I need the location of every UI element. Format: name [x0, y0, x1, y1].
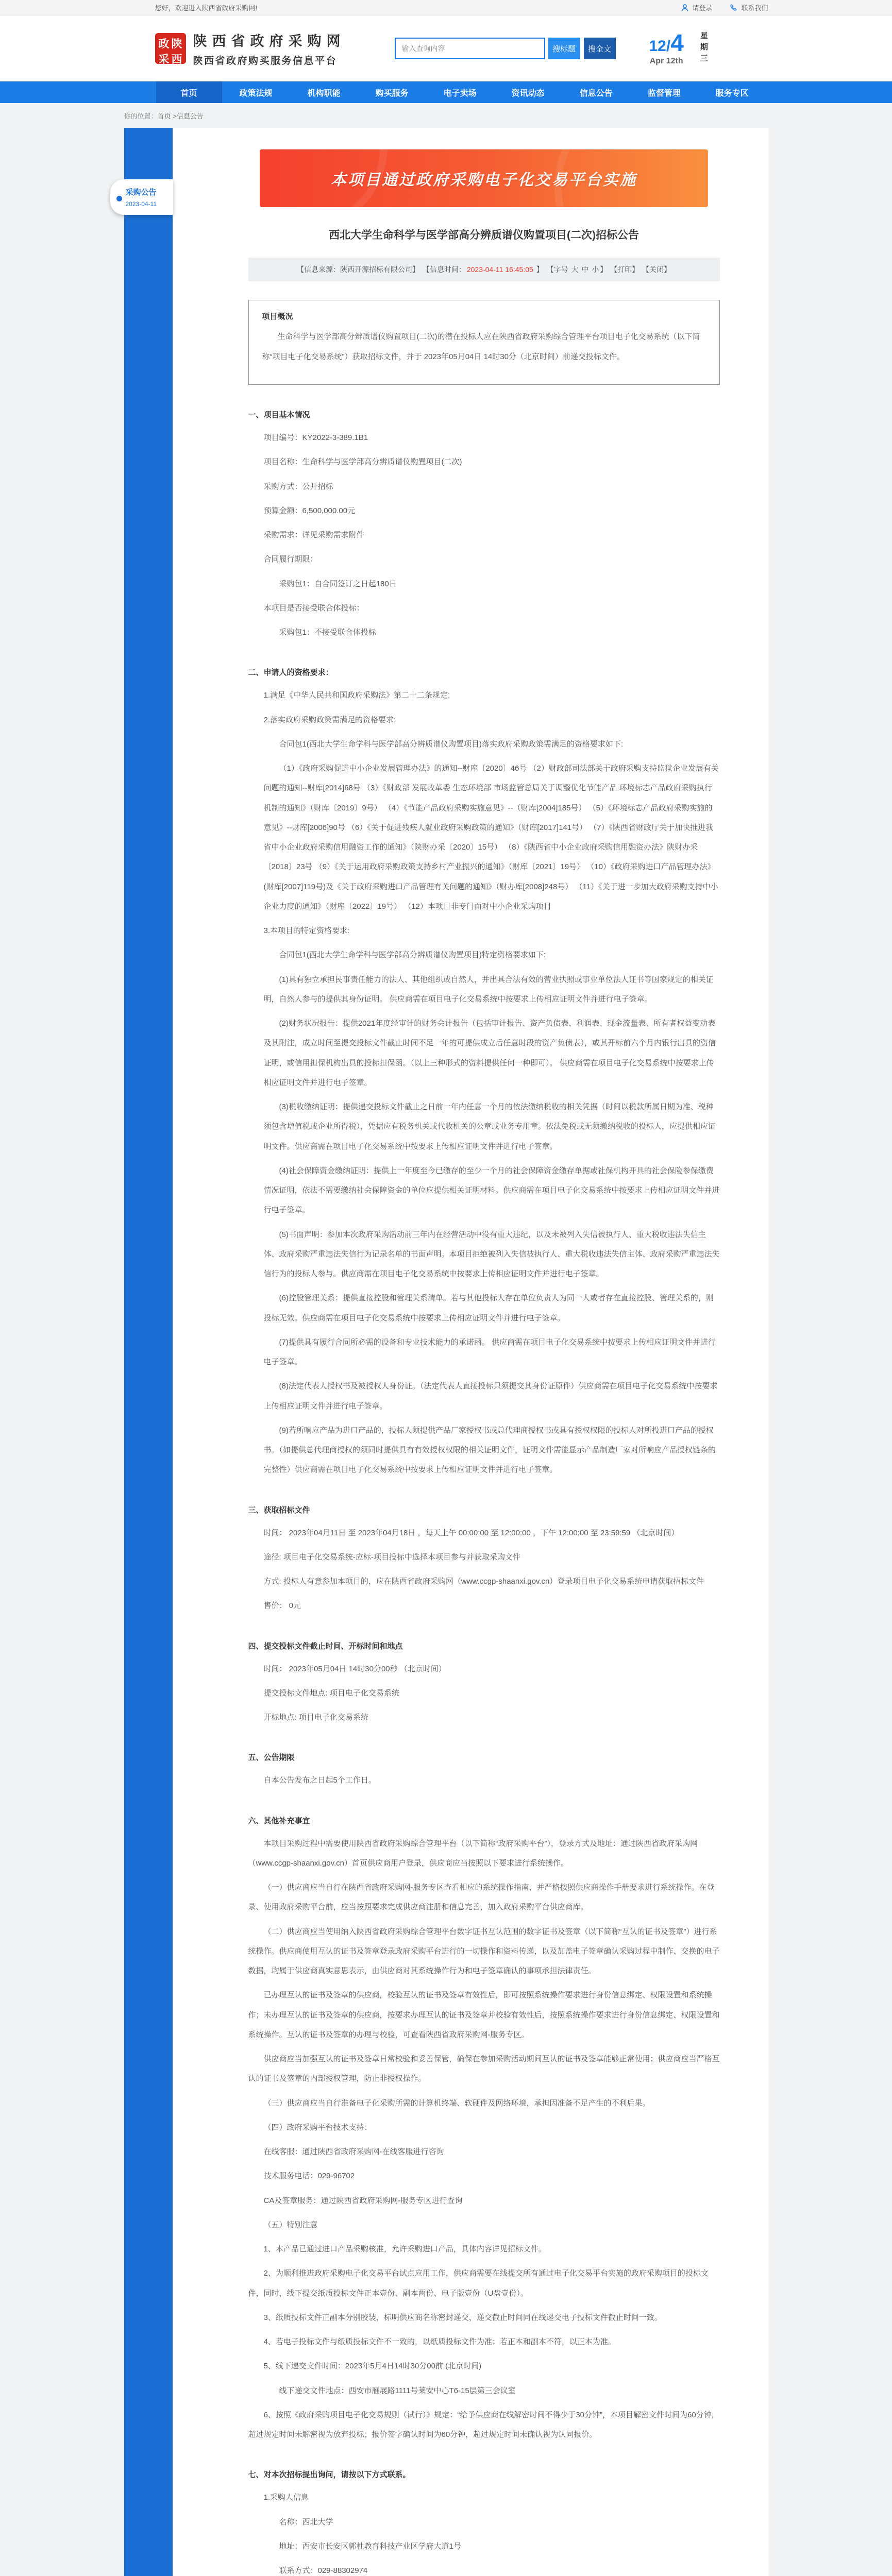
doc-paragraph: 地址：西安市长安区郭杜教育科技产业区学府大道1号: [279, 2541, 461, 2551]
site-logo[interactable]: [155, 30, 346, 67]
breadcrumb-home-link[interactable]: 首页: [157, 112, 171, 120]
document-body: [248, 406, 720, 2576]
doc-paragraph: CA及签章服务：通过陕西省政府采购网-服务专区进行查询: [263, 2196, 463, 2205]
doc-paragraph: 5、线下递交文件时间：2023年5月4日14时30分00前 (北京时间): [263, 2362, 482, 2371]
doc-paragraph: 2、为顺利推进政府采购电子化交易平台试点应用工作，供应商需要在线提交所有通过电子化交易平台实施的政府采购项目的投标文件，同时，线下提交纸质投标文件正本壹份、副本两份、电子版壹份（U盘壹份）。: [248, 2269, 709, 2298]
doc-paragraph: 预算金额：6,500,000.00元: [263, 506, 356, 515]
date-widget: [649, 31, 731, 66]
nav-item-1[interactable]: 政策法规: [239, 89, 273, 98]
search-input[interactable]: [395, 38, 545, 59]
sidebar-tab-date: 2023-04-11: [125, 200, 157, 208]
search-title-button[interactable]: 搜标题: [548, 38, 580, 59]
close-button[interactable]: 【关闭】: [642, 265, 671, 274]
doc-paragraph: 采购方式：公开招标: [263, 482, 333, 491]
doc-paragraph: 供应商应当加强互认的证书及签章日常校验和妥善保管，确保在参加采购活动期间互认的证书及签章能够正常使用；供应商应当严格互认的证书及签章的内部授权管理，防止非授权操作。: [248, 2055, 720, 2083]
doc-paragraph: （三）供应商应当自行准备电子化采购所需的计算机终端、软硬件及网络环境，承担因准备不足产生的不利后果。: [263, 2098, 650, 2108]
doc-paragraph: （1）《政府采购促进中小企业发展管理办法》的通知--财库〔2020〕46号 （2）财政部司法部关于政府采购支持监狱企业发展有关问题的通知--财库[2014]68号 （3）《财政部 发展改革委 生态环境部 市场监管总局关于调整优化节能产品 环境标志产品政府采购执行机制的通知》（财库〔2019〕9号） （4）《节能产品政府采购实施意见》--（财库[2004]185号） （5）《环境标志产品政府采购实施的意见》--财库[2006]90号 （6）《关于促进残疾人就业政府采购政策的通知》（财库[2017]141号） （7）《陕西省财政厅关于加快推进我省中小企业政府采购信用融资工作的通知》（陕财办采〔2020〕15号） （8）《陕西省中小企业政府采购信用融资办法》陕财办采〔2018〕23号 （9）《关于运用政府采购政策支持乡村产业振兴的通知》（财库〔2021〕19号） （10）《政府采购进口产品管理办法》(财库[2007]119号)及《关于政府采购进口产品管理有关问题的通知》（财办库[2008]248号） （11）《关于进一步加大政府采购支持中小企业力度的通知》（财库〔2022〕19号） （12）本项目非专门面对中小企业采购项目: [263, 764, 719, 911]
section-heading-3: 四、提交投标文件截止时间、开标时间和地点: [248, 1641, 403, 1651]
bullet-dot-icon: [116, 196, 122, 201]
doc-paragraph: 开标地点: 项目电子化交易系统: [263, 1713, 368, 1722]
meta-time: 2023-04-11 16:45:05: [466, 265, 533, 274]
section-heading-4: 五、公告期限: [248, 1753, 295, 1762]
category-sidebar: [124, 128, 173, 2576]
doc-paragraph: （二）供应商应当使用纳入陕西省政府采购综合管理平台数字证书互认范围的数字证书及签章（以下简称“互认的证书及签章”）进行系统操作。供应商使用互认的证书及签章登录政府采购平台进行的一切操作和资料传递，以及加盖电子签章确认采购过程中制作、交换的电子数据，均属于供应商真实意思表示，由供应商对其系统操作行为和电子签章确认的事项承担法律责任。: [248, 1927, 720, 1975]
site-header: [0, 15, 892, 81]
breadcrumb-current[interactable]: 信息公告: [176, 112, 204, 120]
doc-paragraph: 本项目是否接受联合体投标：: [263, 603, 364, 613]
doc-paragraph: 采购包1：不接受联合体投标: [279, 628, 376, 637]
date-day: 4: [670, 29, 684, 56]
site-name: 陕西省政府采购网: [193, 33, 346, 49]
doc-paragraph: 采购需求：详见采购需求附件: [263, 531, 364, 539]
doc-paragraph: 自本公告发布之日起5个工作日。: [263, 1776, 376, 1785]
doc-paragraph: (5)书面声明：参加本次政府采购活动前三年内在经营活动中没有重大违纪，以及未被列入失信被执行人、重大税收违法失信主体、政府采购严重违法失信行为记录名单的书面声明。本项目拒绝被列入失信被执行人、重大税收违法失信主体、政府采购严重违法失信行为的投标人参与。供应商需在项目电子化交易系统中按要求上传相应证明文件并进行电子签章。: [263, 1230, 720, 1278]
doc-paragraph: 1.满足《中华人民共和国政府采购法》第二十二条规定;: [263, 691, 450, 700]
nav-item-4[interactable]: 电子卖场: [443, 89, 477, 98]
overview-title: 项目概况: [262, 312, 293, 321]
doc-paragraph: (2)财务状况报告：提供2021年度经审计的财务会计报告（包括审计报告、资产负债表、利润表、现金流量表、所有者权益变动表及其附注，成立时间至提交投标文件截止时间不足一年的可提供成立后任意时段的资产负债表），或其开标前六个月内银行出具的资信证明，或信用担保机构出具的投标担保函。（以上三种形式的资料提供任何一种即可）。 供应商需在项目电子化交易系统中按要求上传相应证明文件并进行电子签章。: [263, 1019, 716, 1087]
doc-paragraph: 本项目采购过程中需要使用陕西省政府采购综合管理平台（以下简称“政府采购平台”），登录方式及地址：通过陕西省政府采购网（www.ccgp-shaanxi.gov.cn）首页供应商用户登录，供应商应当按照以下要求进行系统操作。: [248, 1839, 698, 1868]
doc-paragraph: 3.本项目的特定资格要求:: [263, 926, 350, 935]
doc-paragraph: 合同包1(西北大学生命学科与医学部高分辨质谱仪购置项目)落实政府采购政策需满足的资格要求如下:: [279, 739, 624, 749]
doc-paragraph: 售价： 0元: [263, 1601, 301, 1611]
welcome-text: 您好，欢迎进入陕西省政府采购网!: [155, 4, 258, 12]
doc-paragraph: 项目名称：生命科学与医学部高分辨质谱仪购置项目(二次): [263, 457, 462, 467]
doc-paragraph: (8)法定代表人授权书及被授权人身份证。（法定代表人直接投标只须提交其身份证原件）供应商需在项目电子化交易系统中按要求上传相应证明文件并进行电子签章。: [263, 1382, 718, 1411]
doc-paragraph: （四）政府采购平台技术支持：: [263, 2123, 372, 2132]
doc-paragraph: 联系方式：029-88302974: [279, 2566, 368, 2575]
doc-paragraph: 线下递交文件地点：西安市雁展路1111号莱安中心T6-15层第三会议室: [279, 2386, 516, 2395]
doc-paragraph: 采购包1：自合同签订之日起180日: [279, 579, 397, 588]
doc-paragraph: (9)若所响应产品为进口产品的，投标人须提供产品厂家授权书或总代理商授权书或具有授权权限的投标人对所投进口产品的授权书。（如提供总代理商授权的须同时提供具有有效授权权限的相关证明文件，证明文件需能显示产品制造厂家对所响应产品授权链条的完整性）供应商需在项目电子化交易系统中按要求上传相应证明文件并进行电子签章。: [263, 1426, 716, 1475]
fontsize-large-button[interactable]: 大: [571, 265, 579, 274]
doc-paragraph: (4)社会保障资金缴纳证明：提供上一年度至今已缴存的至少一个月的社会保障资金缴存单据或社保机构开具的社会保险参保缴费情况证明，依法不需要缴纳社会保障资金的单位应提供相关证明材料。供应商需在项目电子化交易系统中按要求上传相应证明文件并进行电子签章。: [263, 1166, 720, 1215]
sidebar-item-procurement-notice[interactable]: [110, 179, 173, 215]
project-overview-box: [248, 300, 720, 385]
doc-paragraph: 项目编号：KY2022-3-389.1B1: [263, 433, 368, 442]
doc-paragraph: 途径: 项目电子化交易系统-应标-项目投标中选择本项目参与并获取采购文件: [263, 1552, 520, 1562]
nav-item-7[interactable]: 监督管理: [647, 89, 681, 98]
doc-paragraph: 时间： 2023年04月11日 至 2023年04月18日 ，每天上午 00:00:00 至 12:00:00 ，下午 12:00:00 至 23:59:59 （北京时间）: [263, 1528, 679, 1537]
doc-paragraph: 4、若电子投标文件与纸质投标文件不一致的，以纸质投标文件为准；若正本和副本不符，以正本为准。: [263, 2337, 616, 2346]
section-heading-1: 二、申请人的资格要求：: [248, 668, 333, 677]
weekday-label: 星期三: [699, 31, 708, 65]
doc-paragraph: 提交投标文件地点: 项目电子化交易系统: [263, 1688, 399, 1698]
search-fulltext-button[interactable]: 搜全文: [584, 38, 616, 59]
top-bar: [0, 0, 892, 15]
nav-item-3[interactable]: 购买服务: [375, 89, 409, 98]
banner-text: 本项目通过政府采购电子化交易平台实施: [331, 172, 637, 189]
page-title: 西北大学生命科学与医学部高分辨质谱仪购置项目(二次)招标公告: [329, 229, 639, 241]
doc-paragraph: (1)具有独立承担民事责任能力的法人、其他组织或自然人，并出具合法有效的营业执照或事业单位法人证书等国家规定的相关证明，自然人参与的提供其身份证明。 供应商需在项目电子化交易系统中按要求上传相应证明文件并进行电子签章。: [263, 975, 714, 1004]
login-label: 请登录: [692, 4, 713, 12]
section-heading-5: 六、其他补充事宜: [248, 1816, 310, 1825]
contact-link[interactable]: [730, 3, 768, 12]
section-heading-2: 三、获取招标文件: [248, 1505, 310, 1515]
fontsize-medium-button[interactable]: 中: [581, 265, 589, 274]
doc-paragraph: 技术服务电话：029-96702: [263, 2172, 355, 2181]
logo-seal-icon: 政 陕 采 西: [155, 33, 186, 64]
meta-source: 【信息来源：陕西开源招标有限公司】: [296, 265, 419, 274]
login-link[interactable]: [681, 3, 712, 12]
section-heading-0: 一、项目基本情况: [248, 411, 310, 419]
doc-paragraph: 3、纸质投标文件正副本分别胶装，标明供应商名称密封递交，递交截止时间同在线递交电子投标文件截止时间一致。: [263, 2313, 662, 2322]
nav-item-2[interactable]: 机构职能: [307, 89, 341, 98]
doc-paragraph: (3)税收缴纳证明：提供递交投标文件截止之日前一年内任意一个月的依法缴纳税收的相关凭据（时间以税款所属日期为准、税种须包含增值税或企业所得税），凭据应有税务机关或代收机关的公章或业务专用章。依法免税或无须缴纳税收的投标人，应提供相应证明文件。供应商需在项目电子化交易系统中按要求上传相应证明文件并进行电子签章。: [263, 1103, 716, 1151]
doc-paragraph: 2.落实政府采购政策需满足的资格要求:: [263, 715, 396, 724]
user-icon: [681, 4, 689, 12]
doc-paragraph: 时间： 2023年05月04日 14时30分00秒 （北京时间）: [263, 1664, 446, 1673]
article-meta: 【信息来源：陕西开源招标有限公司】 【信息时间： 2023-04-11 16:45:05 】 【字号 大 中 小 】 【打印】 【关闭】: [248, 258, 720, 281]
doc-paragraph: 合同履行期限：: [263, 555, 318, 564]
main-nav: [0, 81, 892, 103]
doc-paragraph: 已办理互认的证书及签章的供应商，校验互认的证书及签章有效性后，即可按照系统操作要求进行身份信息绑定、权限设置和系统操作；未办理互认的证书及签章的供应商，按要求办理互认的证书及签章并校验有效性后，按照系统操作要求进行身份信息绑定、权限设置和系统操作。互认的证书及签章的办理与校验，可查看陕西省政府采购网-服务专区。: [248, 1991, 720, 2039]
doc-paragraph: （五）特别注意: [263, 2220, 318, 2229]
doc-paragraph: 合同包1(西北大学生命学科与医学部高分辨质谱仪购置项目)特定资格要求如下:: [279, 951, 546, 960]
date-month: 12/: [649, 38, 671, 55]
breadcrumb-label: 你的位置：: [124, 112, 158, 120]
overview-body: 生命科学与医学部高分辨质谱仪购置项目(二次)的潜在投标人应在陕西省政府采购综合管理平台项目电子化交易系统（以下简称“项目电子化交易系统”）获取招标文件，并于 2023年05月04日 14时30分（北京时间）前递交投标文件。: [262, 332, 700, 361]
doc-paragraph: 名称：西北大学: [279, 2517, 333, 2527]
contact-label: 联系我们: [741, 4, 768, 12]
section-heading-6: 七、对本次招标提出询问，请按以下方式联系。: [248, 2470, 411, 2480]
nav-item-6[interactable]: 信息公告: [579, 89, 613, 98]
doc-paragraph: 在线客服：通过陕西省政府采购网-在线客服进行咨询: [263, 2147, 444, 2156]
phone-icon: [730, 4, 738, 12]
doc-paragraph: 6、按照《政府采购项目电子化交易规则（试行）》规定：“给予供应商在线解密时间不得少于30分钟”，本项目解密文件时间为60分钟，超过规定时间未解密视为放弃投标；报价签字确认时间为60分钟，超过规定时间未确认视为认同报价。: [248, 2410, 719, 2439]
breadcrumb: 你的位置：首页 >信息公告: [124, 112, 204, 120]
doc-paragraph: 1、本产品已通过进口产品采购核准，允许采购进口产品，具体内容详见招标文件。: [263, 2245, 546, 2253]
sidebar-tab-label: 采购公告: [125, 188, 157, 197]
nav-item-5[interactable]: 资讯动态: [511, 89, 545, 98]
doc-paragraph: (7)提供具有履行合同所必需的设备和专业技术能力的承诺函。 供应商需在项目电子化交易系统中按要求上传相应证明文件并进行电子签章。: [263, 1337, 716, 1366]
doc-paragraph: (6)控股管理关系：提供直接控股和管理关系清单。若与其他投标人存在单位负责人为同一人或者存在直接控股、管理关系的，则投标无效。供应商需在项目电子化交易系统中按要求上传相应证明文件并进行电子签章。: [263, 1294, 714, 1323]
site-subtitle: 陕西省政府购买服务信息平台: [193, 56, 338, 66]
date-english: Apr 12th: [649, 57, 683, 65]
doc-paragraph: 方式: 投标人有意参加本项目的，应在陕西省政府采购网（www.ccgp-shaanxi.gov.cn）登录项目电子化交易系统申请获取招标文件: [263, 1577, 704, 1586]
article-panel: [173, 128, 768, 2576]
print-button[interactable]: 【打印】: [610, 265, 639, 274]
eprocurement-banner: [260, 149, 708, 207]
doc-paragraph: 1.采购人信息: [263, 2493, 309, 2502]
doc-paragraph: （一）供应商应当自行在陕西省政府采购网-服务专区查看相应的系统操作指南，并严格按照供应商操作手册要求进行系统操作。在登录、使用政府采购平台前，应当按照要求完成供应商注册和信息完善，加入政府采购平台供应商库。: [248, 1883, 715, 1912]
nav-item-0[interactable]: 首页: [156, 81, 222, 103]
nav-item-8[interactable]: 服务专区: [715, 89, 749, 98]
fontsize-small-button[interactable]: 小: [592, 265, 599, 274]
